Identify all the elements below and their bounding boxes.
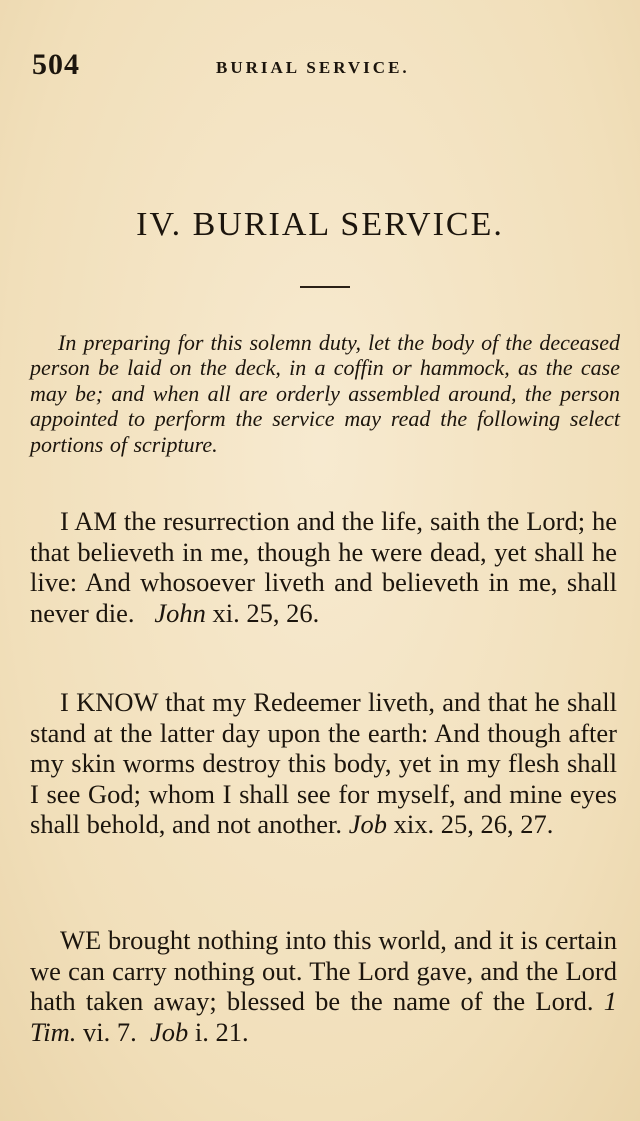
citation-book: John	[154, 597, 206, 628]
citation-ref: xix. 25, 26, 27.	[393, 809, 554, 840]
citation-ref: vi. 7.	[83, 1016, 137, 1047]
verse-text: I AM the resurrection and the life, saith the Lord; he that believeth in me, though he were dead, yet shall he live: And whosoever liveth and believeth in me, shall never die.	[30, 506, 617, 628]
citation-ref: xi. 25, 26.	[212, 597, 320, 628]
rubric-paragraph: In preparing for this solemn duty, let the body of the deceased person be laid on the deck, in a coffin or hammock, as the case may be; and when all are orderly assembled around, the person appointed to perform the service may read the following select portions of scripture.	[30, 330, 620, 457]
section-title: IV. BURIAL SERVICE.	[136, 206, 504, 243]
citation-ref: i. 21.	[194, 1016, 249, 1047]
verse-paragraph	[30, 506, 617, 628]
running-head: BURIAL SERVICE.	[216, 58, 410, 77]
page-header	[32, 48, 608, 88]
citation-book: Job	[348, 809, 387, 840]
page-number: 504	[32, 48, 80, 81]
verse-paragraph	[30, 925, 617, 1047]
verse-text: I KNOW that my Redeemer liveth, and that he shall stand at the latter day upon the earth: And though after my skin worms destroy this body, yet in my flesh shall I see God; whom I shall see for myself, and mine eyes shall behold, and not another.	[30, 687, 617, 840]
citation-book: Job	[150, 1016, 189, 1047]
title-rule	[300, 286, 350, 288]
verse-text: WE brought nothing into this world, and it is certain we can carry nothing out. The Lord gave, and the Lord hath taken away; blessed be the name of the Lord.	[30, 925, 617, 1017]
citation-book: 1 Tim.	[30, 986, 618, 1047]
verse-paragraph	[30, 687, 617, 840]
